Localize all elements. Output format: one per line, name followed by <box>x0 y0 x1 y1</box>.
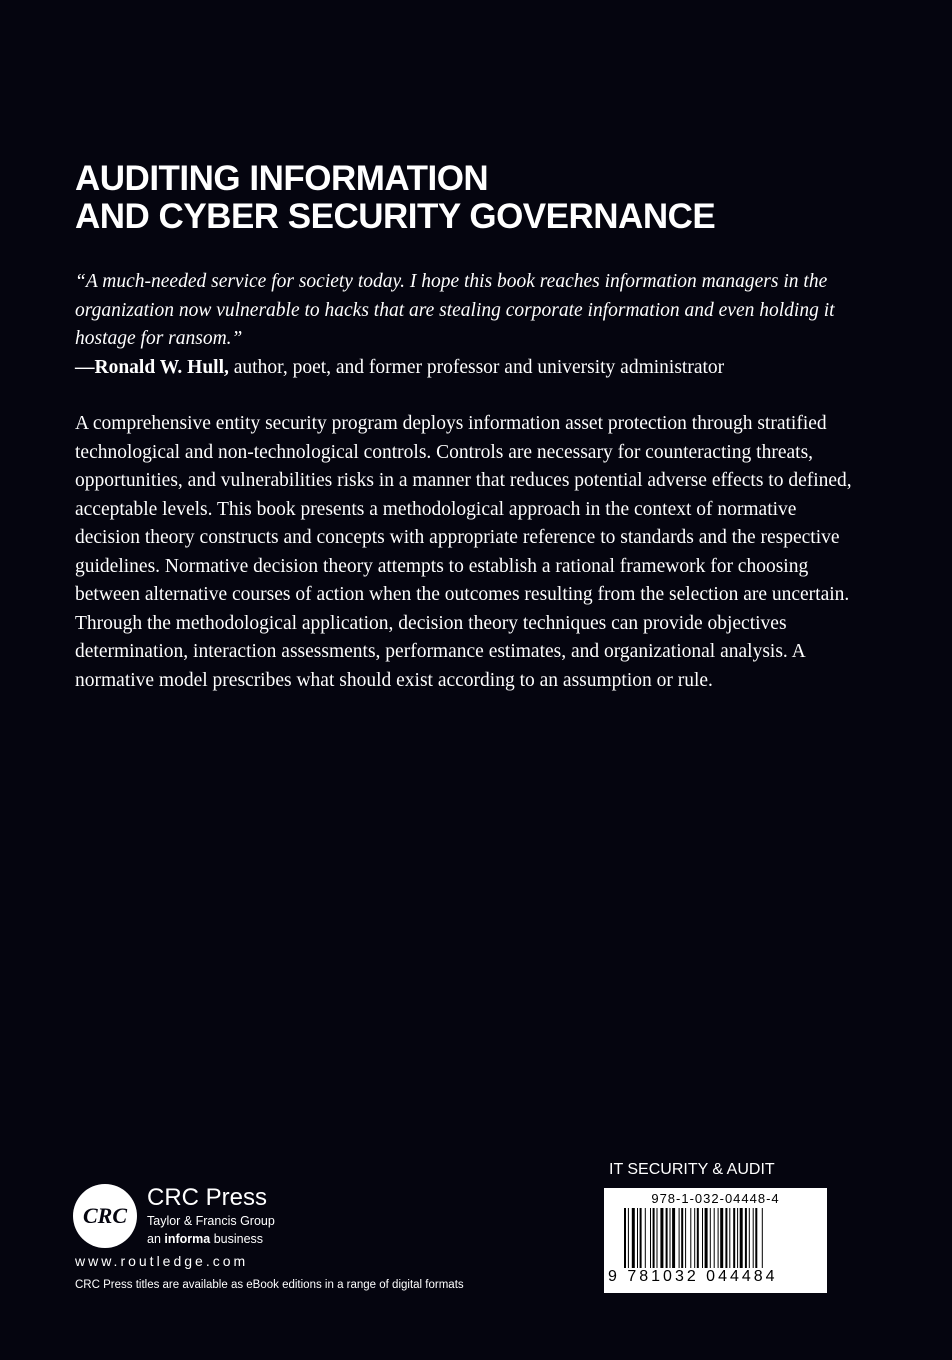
barcode-icon <box>624 1208 812 1268</box>
isbn-bottom-label: 9 781032 044484 <box>608 1268 778 1285</box>
publisher-business: an informa business <box>147 1232 264 1246</box>
ebook-note: CRC Press titles are available as eBook editions in a range of digital formats <box>75 1279 464 1291</box>
publisher-name: CRC Press <box>147 1184 268 1211</box>
isbn-top-label: 978-1-032-04448-4 <box>651 1191 780 1206</box>
title-line-2: AND CYBER SECURITY GOVERNANCE <box>75 197 716 236</box>
quote-author: —Ronald W. Hull, <box>75 357 229 378</box>
publisher-url: www.routledge.com <box>75 1253 249 1269</box>
isbn-barcode <box>604 1188 827 1293</box>
quote-attribution <box>75 354 865 383</box>
title-line-1: AUDITING INFORMATION <box>75 159 489 198</box>
publisher-group: Taylor & Francis Group <box>147 1214 275 1228</box>
endorsement-quote: “A much-needed service for society today. I hope this book reaches information managers in the organization now vulnerable to hacks that are stealing corporate information and even holding it hostage for ransom.” <box>75 271 835 349</box>
crc-logo-icon: CRC <box>73 1184 137 1248</box>
quote-author-description: author, poet, and former professor and university administrator <box>228 357 725 378</box>
subject-category: IT SECURITY & AUDIT <box>609 1161 775 1178</box>
book-description: A comprehensive entity security program deploys information asset protection through stratified technological and non-technological controls. Controls are necessary for counteracting threats, opportunities, and vulnerabilities risks in a manner that reduces potential adverse effects to defined, acceptable levels. This book presents a methodological approach in the context of normative decision theory constructs and concepts with appropriate reference to standards and the respective guidelines. Normative decision theory attempts to establish a rational framework for choosing between alternative courses of action when the outcomes resulting from the selection are uncertain. Through the methodological application, decision theory techniques can provide objectives determination, interaction assessments, performance estimates, and organizational analysis. A normative model prescribes what should exist according to an assumption or rule. <box>75 413 852 691</box>
book-title <box>75 160 895 236</box>
